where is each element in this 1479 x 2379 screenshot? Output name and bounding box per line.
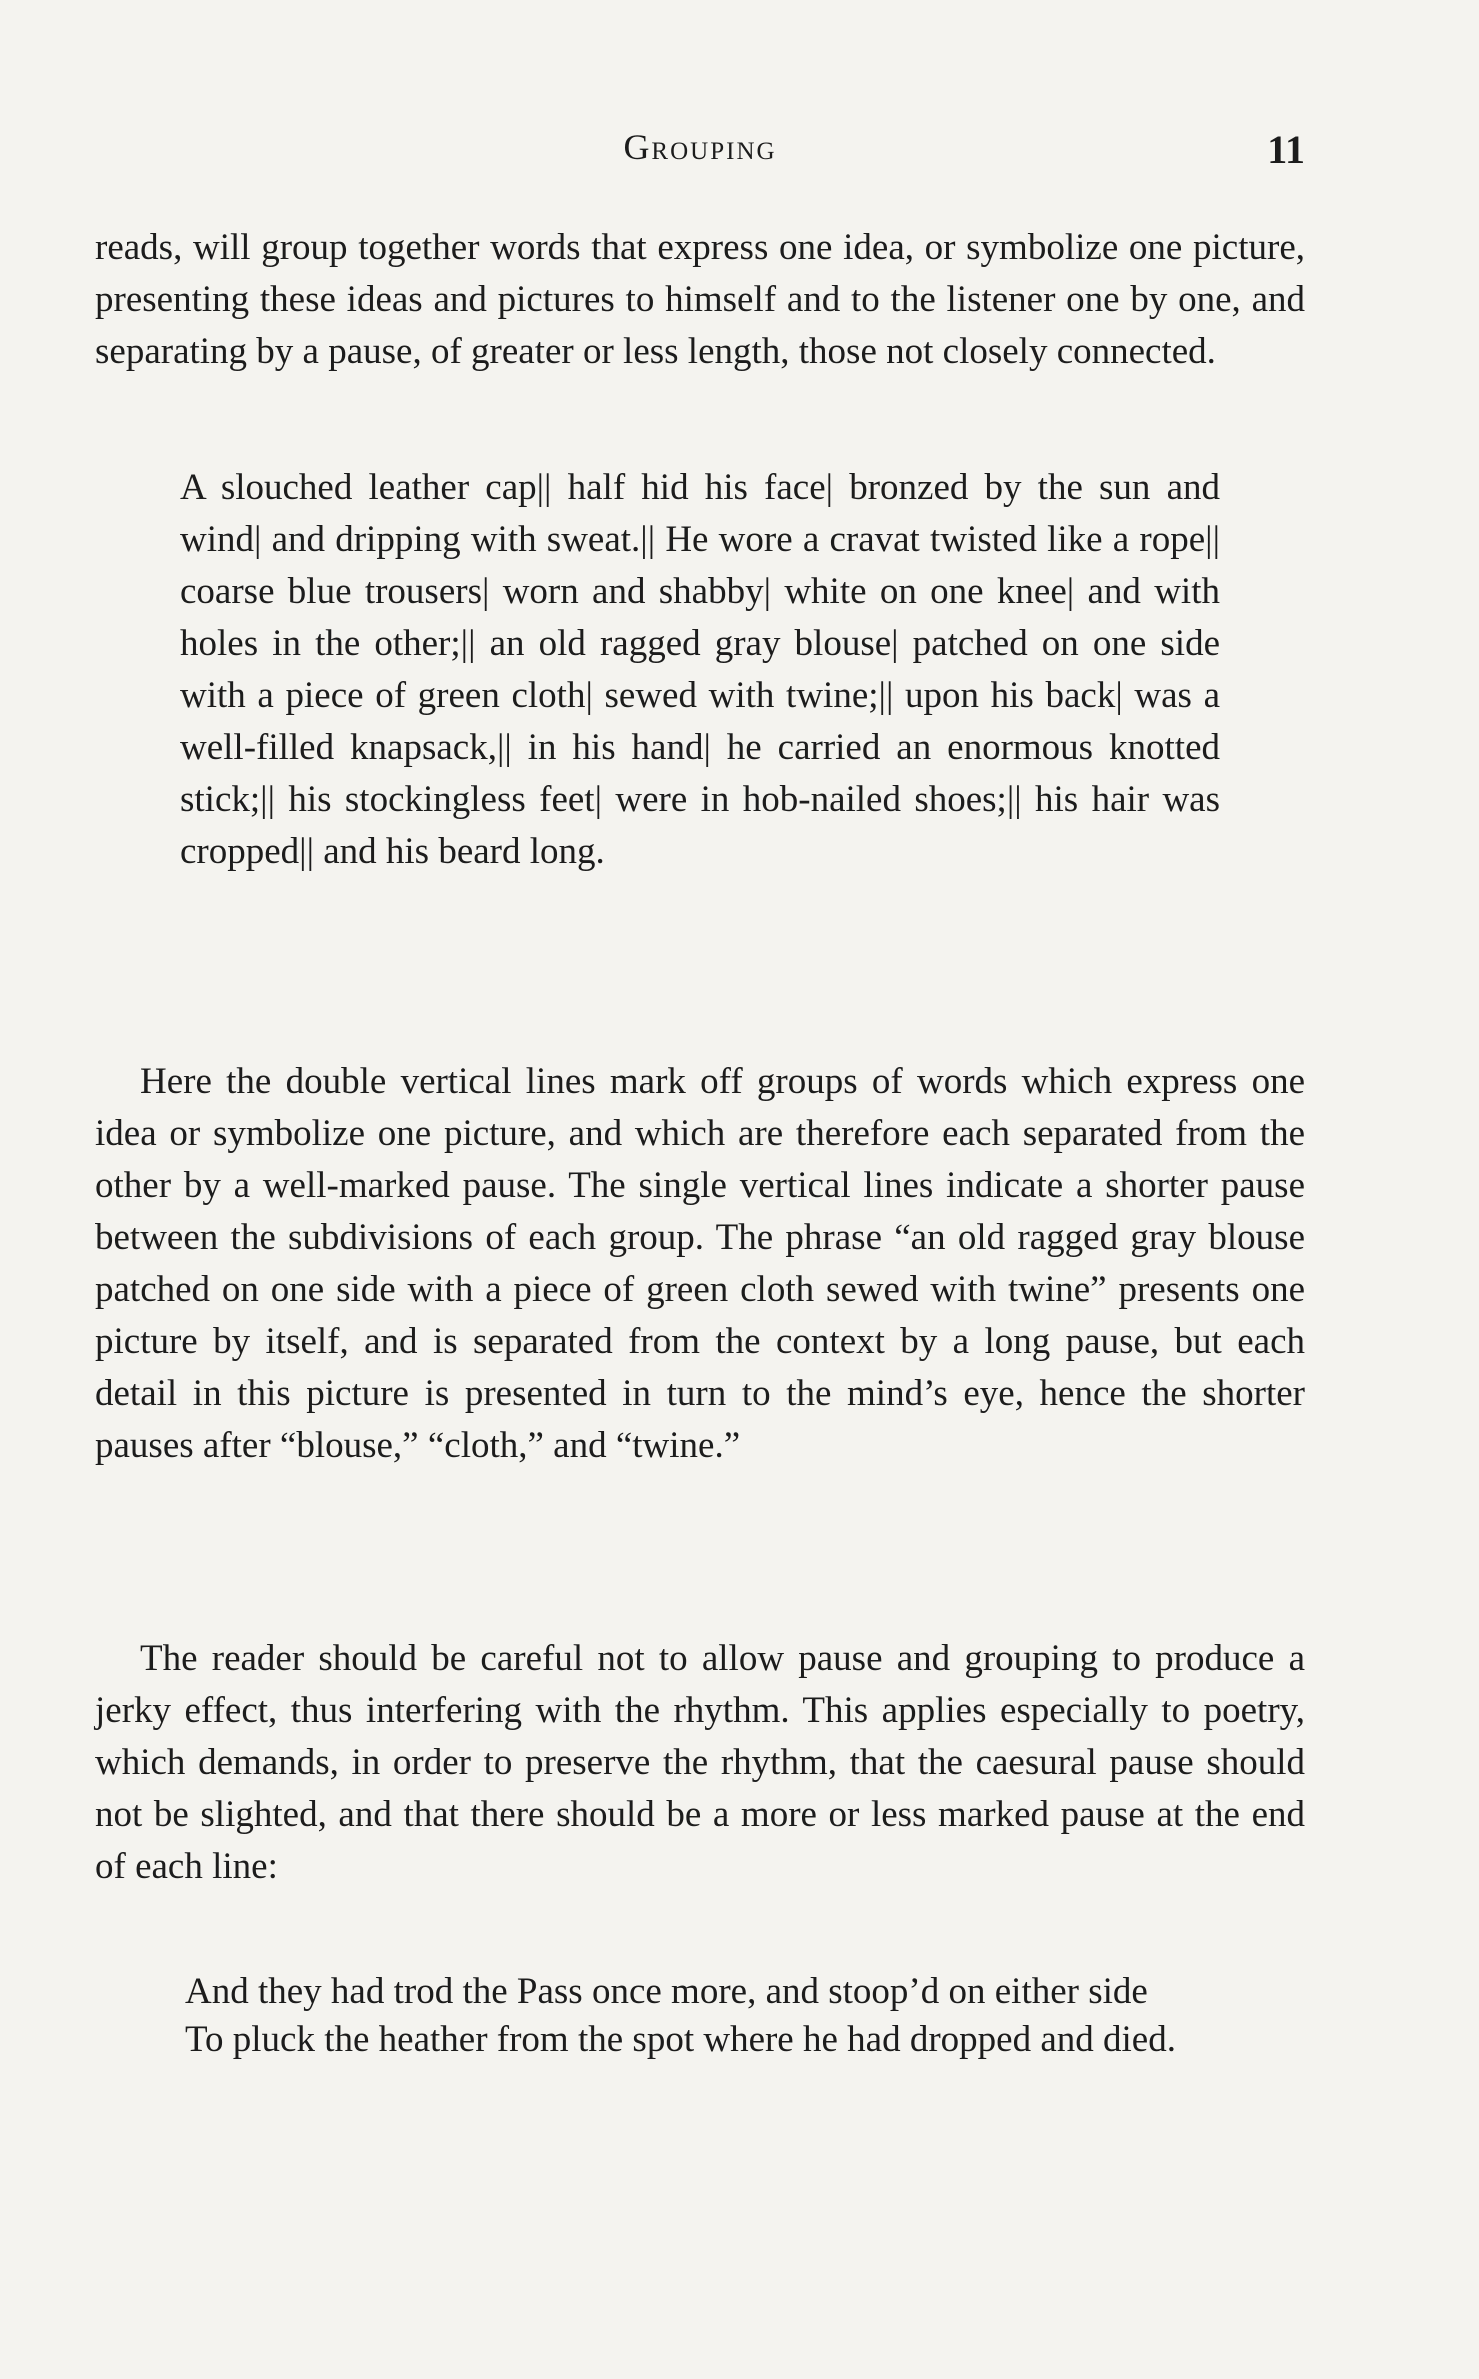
example-excerpt: A slouched leather cap|| half hid his face| bronzed by the sun and wind| and dripping with sweat.|| He wore a cravat twisted like a rope|| coarse blue trousers| worn and shabby| white on one knee| and with holes in the other;|| an old ragged gray blouse| patched on one side with a piece of green cloth| sewed with twine;|| upon his back| was a well-filled knapsack,|| in his hand| he carried an enormous knotted stick;|| his stockingless feet| were in hob-nailed shoes;|| his hair was cropped|| and his beard long. — [180, 467, 1220, 872]
body-paragraph-1: reads, will group together words that express one idea, or symbolize one picture, presenting these ideas and pictures to himself and to the listener one by one, and separating by a pause, of greater or less length, those not closely connected. — [95, 227, 1305, 372]
body-paragraph-3: The reader should be careful not to allow pause and grouping to produce a jerky effect, thus interfering with the rhythm. This applies especially to poetry, which demands, in order to preserve the rhythm, that the caesural pause should not be slighted, and that there should be a more or less marked pause at the end of each line: — [95, 1638, 1305, 1887]
running-title: Grouping — [623, 127, 777, 167]
page-number: 11 — [1267, 127, 1305, 172]
verse-line-2: To pluck the heather from the spot where he had dropped and died. — [185, 2019, 1176, 2060]
body-paragraph-2: Here the double vertical lines mark off groups of words which express one idea or symbolize one picture, and which are therefore each separated from the other by a well-marked pause. The single vertical lines indicate a shorter pause between the subdivisions of each group. The phrase “an old ragged gray blouse patched on one side with a piece of green cloth sewed with twine” presents one picture by itself, and is separated from the context by a long pause, but each detail in this picture is presented in turn to the mind’s eye, hence the shorter pauses after “blouse,” “cloth,” and “twine.” — [95, 1061, 1305, 1466]
running-head — [95, 126, 1305, 176]
verse-quotation — [185, 1970, 1305, 2066]
verse-line-1: And they had trod the Pass once more, and stoop’d on either side — [185, 1971, 1148, 2012]
